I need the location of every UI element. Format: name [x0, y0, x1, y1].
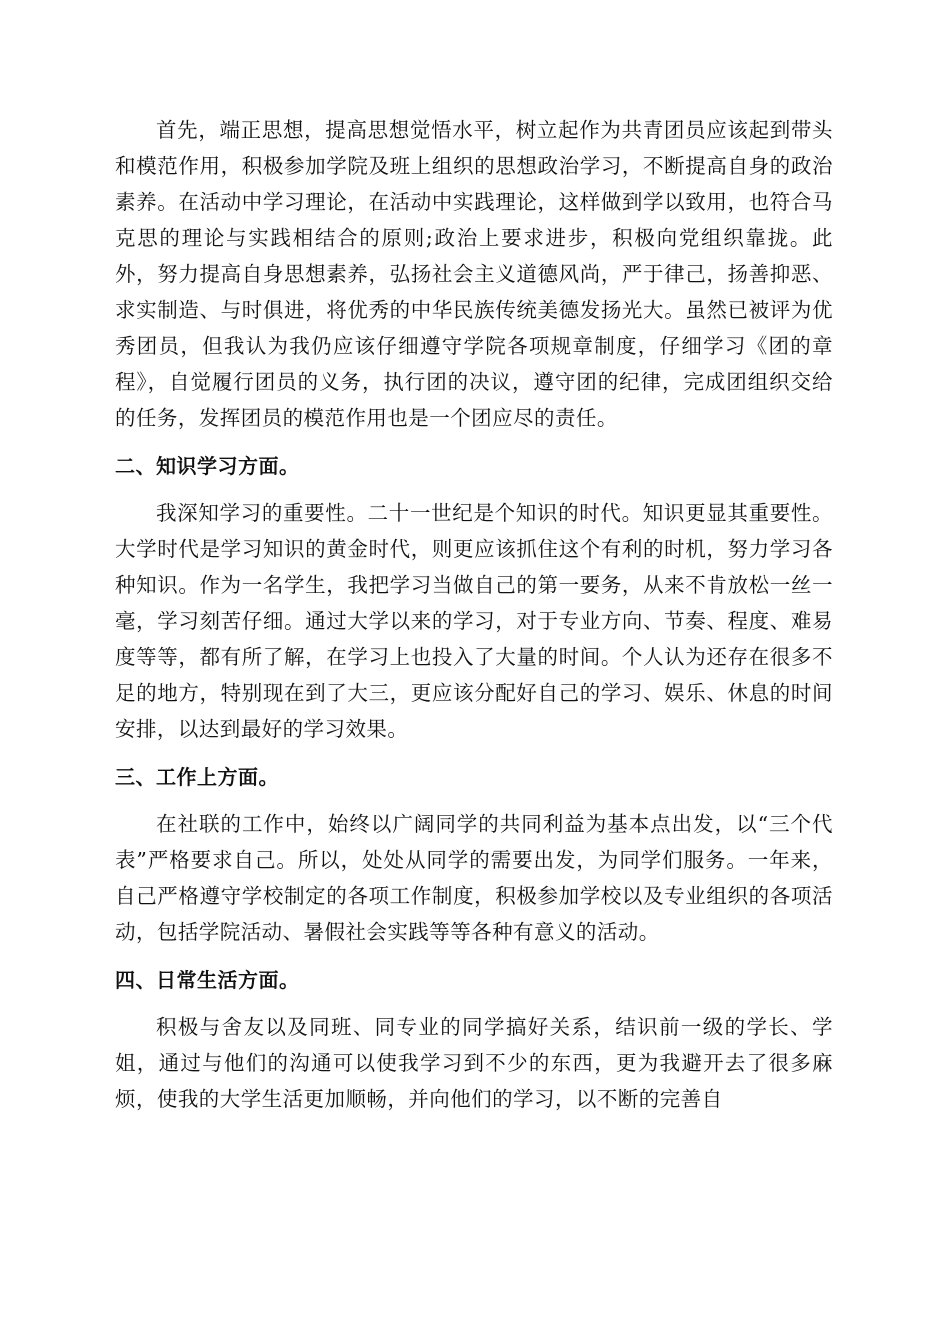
paragraph-daily-life: 积极与舍友以及同班、同专业的同学搞好关系，结识前一级的学长、学姐，通过与他们的沟通可以使我学习到不少的东西，更为我避开去了很多麻烦，使我的大学生活更加顺畅，并向他们的学习，以不断的完善自	[115, 1015, 833, 1111]
paragraph-knowledge-study: 我深知学习的重要性。二十一世纪是个知识的时代。知识更显其重要性。大学时代是学习知识的黄金时代，则更应该抓住这个有利的时机，努力学习各种知识。作为一名学生，我把学习当做自己的第一要务，从来不肯放松一丝一毫，学习刻苦仔细。通过大学以来的学习，对于专业方向、节奏、程度、难易度等等，都有所了解，在学习上也投入了大量的时间。个人认为还存在很多不足的地方，特别现在到了大三，更应该分配好自己的学习、娱乐、休息的时间安排，以达到最好的学习效果。	[115, 501, 833, 741]
section-heading-daily-life: 四、日常生活方面。	[115, 968, 300, 992]
paragraph-work: 在社联的工作中，始终以广阔同学的共同利益为基本点出发，以“三个代表”严格要求自己。所以，处处从同学的需要出发，为同学们服务。一年来，自己严格遵守学校制定的各项工作制度，积极参加学校以及专业组织的各项活动，包括学院活动、暑假社会实践等等各种有意义的活动。	[115, 812, 833, 944]
section-heading-knowledge-study: 二、知识学习方面。	[115, 454, 300, 478]
document-page	[115, 112, 833, 1117]
section-heading-work: 三、工作上方面。	[115, 765, 279, 789]
paragraph-political-thought: 首先，端正思想，提高思想觉悟水平，树立起作为共青团员应该起到带头和模范作用，积极参加学院及班上组织的思想政治学习，不断提高自身的政治素养。在活动中学习理论，在活动中实践理论，这样做到学以致用，也符合马克思的理论与实践相结合的原则;政治上要求进步，积极向党组织靠拢。此外，努力提高自身思想素养，弘扬社会主义道德风尚，严于律己，扬善抑恶、求实制造、与时俱进，将优秀的中华民族传统美德发扬光大。虽然已被评为优秀团员，但我认为我仍应该仔细遵守学院各项规章制度，仔细学习《团的章程》，自觉履行团员的义务，执行团的决议，遵守团的纪律，完成团组织交给的任务，发挥团员的模范作用也是一个团应尽的责任。	[115, 118, 833, 430]
